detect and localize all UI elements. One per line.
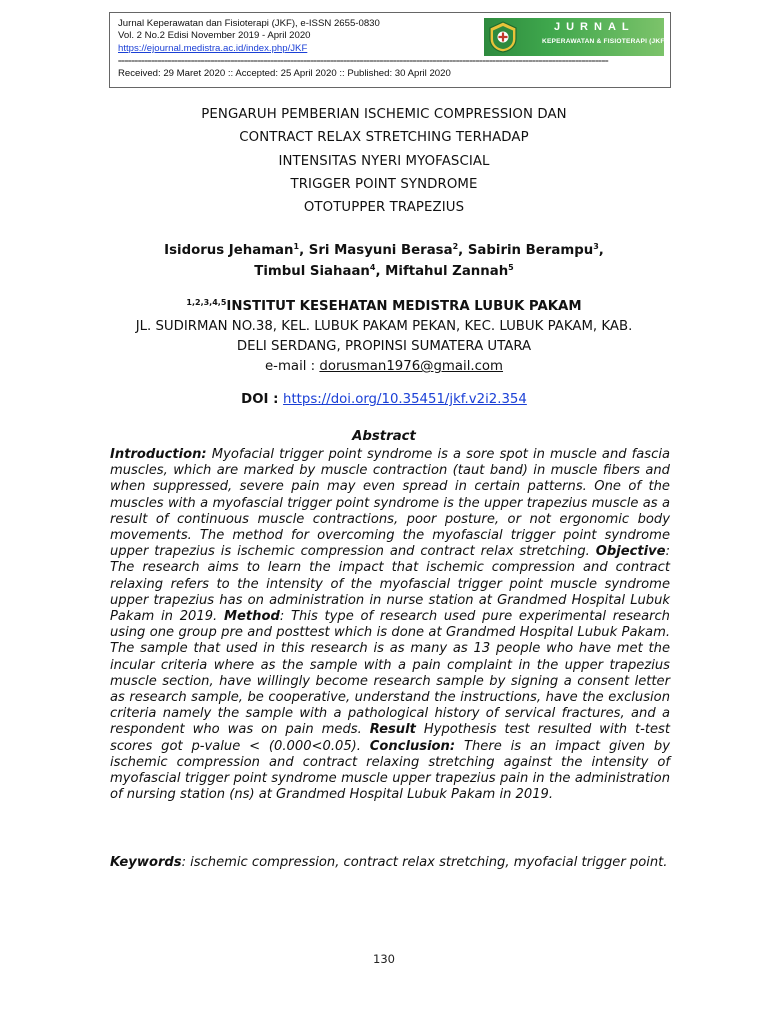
objective-text: : The research aims to learn the impact that ischemic compression and contract relaxing refers to the intensity of the myofascial trigger point muscle syndrome upper trapezius has on administration in nurse station at Grandmed Hospital Lubuk Pakam in 2019.	[110, 544, 670, 625]
email-link[interactable]: dorusman1976@gmail.com	[319, 359, 504, 374]
author-list	[0, 240, 768, 282]
journal-url-link[interactable]: https://ejournal.medistra.ac.id/index.php/JKF	[118, 43, 308, 54]
author-sup: 3	[593, 242, 599, 251]
abstract-body	[110, 447, 670, 803]
abstract-heading: Abstract	[352, 429, 416, 444]
affiliation	[0, 297, 768, 377]
title-line: PENGARUH PEMBERIAN ISCHEMIC COMPRESSION DAN	[201, 107, 567, 122]
journal-logo	[484, 18, 668, 56]
author-name: , Miftahul Zannah	[375, 264, 509, 279]
author-separator: ,	[598, 243, 604, 258]
keywords	[110, 855, 670, 871]
doi-line	[0, 391, 768, 409]
institute-name: INSTITUT KESEHATAN MEDISTRA LUBUK PAKAM	[226, 299, 582, 314]
conclusion-label: Conclusion:	[369, 738, 456, 754]
introduction-text: Myofacial trigger point syndrome is a sore spot in muscle and fascia muscles, which are marked by muscle contraction (taut band) in muscle fibers and when suppressed, severe pain may even spread in certain patterns. One of the muscles with a myofascial trigger point syndrome is the upper trapezius muscle as a result of continuous muscle contractions, poor posture, or not ergonomic body movements. The method for overcoming the myofascial trigger point syndrome upper trapezius is ischemic compression and contract relax stretching.	[110, 447, 670, 560]
journal-header	[109, 12, 671, 88]
address-line: DELI SERDANG, PROPINSI SUMATERA UTARA	[236, 339, 532, 354]
keywords-label: Keywords	[110, 855, 182, 870]
address-line: JL. SUDIRMAN NO.38, KEL. LUBUK PAKAM PEKAN, KEC. LUBUK PAKAM, KAB.	[135, 319, 633, 334]
paper-title	[0, 103, 768, 219]
title-line: TRIGGER POINT SYNDROME	[290, 176, 478, 192]
objective-label: Objective	[595, 544, 666, 560]
method-text: : This type of research used pure experimental research using one group pre and posttest which is done at Grandmed Hospital Lubuk Pakam. The sample that used in this research is as many as 13 people who have met the incular criteria where as the sample with a pain complaint in the upper trapezius muscle section, have willingly become research sample by signing a consent letter as research sample, be cooperative, understand the instructions, have the exclusion criteria namely the sample with a pathological history of servical fractures, and a respondent who was on pain meds.	[110, 609, 670, 738]
author-sup: 1	[293, 242, 300, 251]
author-sup: 4	[369, 263, 376, 272]
author-name: Isidorus Jehaman	[164, 243, 294, 258]
conclusion-text: There is an impact given by ischemic compression and contract relaxing stretching against the intensity of myofascial trigger point syndrome muscle upper trapezius pain in the administration of nursing station (ns) at Grandmed Hospital Lubuk Pakam in 2019.	[110, 738, 670, 803]
logo-title: JURNAL	[554, 21, 635, 33]
doi-label: DOI :	[241, 392, 284, 407]
title-line: OTOTUPPER TRAPEZIUS	[303, 200, 465, 216]
logo-subtitle: KEPERAWATAN & FISIOTERAPI (JKF)	[542, 38, 668, 45]
title-line: CONTRACT RELAX STRETCHING TERHADAP	[239, 130, 529, 146]
journal-name-line: Jurnal Keperawatan dan Fisioterapi (JKF), e-ISSN 2655-0830	[118, 18, 380, 29]
author-name: , Sri Masyuni Berasa	[299, 243, 453, 258]
introduction-label: Introduction:	[110, 447, 207, 462]
method-label: Method	[223, 609, 280, 625]
author-name: , Sabirin Berampu	[458, 243, 594, 258]
doi-link[interactable]: https://doi.org/10.35451/jkf.v2i2.354	[283, 392, 527, 407]
email-label: e-mail :	[264, 359, 320, 374]
journal-url-line	[118, 43, 307, 54]
title-line: INTENSITAS NYERI MYOFASCIAL	[278, 153, 490, 169]
affiliation-sup: 1,2,3,4,5	[186, 298, 227, 307]
emblem-icon	[488, 21, 518, 53]
dates-line: Received: 29 Maret 2020 :: Accepted: 25 April 2020 :: Published: 30 April 2020	[118, 68, 451, 79]
keywords-text: : ischemic compression, contract relax stretching, myofacial trigger point.	[181, 855, 668, 870]
result-text: Hypothesis test resulted with t-test scores got p-value < (0.000<0.05).	[110, 722, 670, 754]
page-number: 130	[373, 952, 395, 966]
volume-line: Vol. 2 No.2 Edisi November 2019 - April 2020	[118, 30, 311, 41]
author-sup: 5	[508, 263, 514, 272]
author-sup: 2	[452, 242, 459, 251]
header-separator: ====================================================================================================================================================	[118, 58, 609, 65]
result-label: Result	[369, 722, 416, 738]
author-name: Timbul Siahaan	[254, 264, 370, 279]
